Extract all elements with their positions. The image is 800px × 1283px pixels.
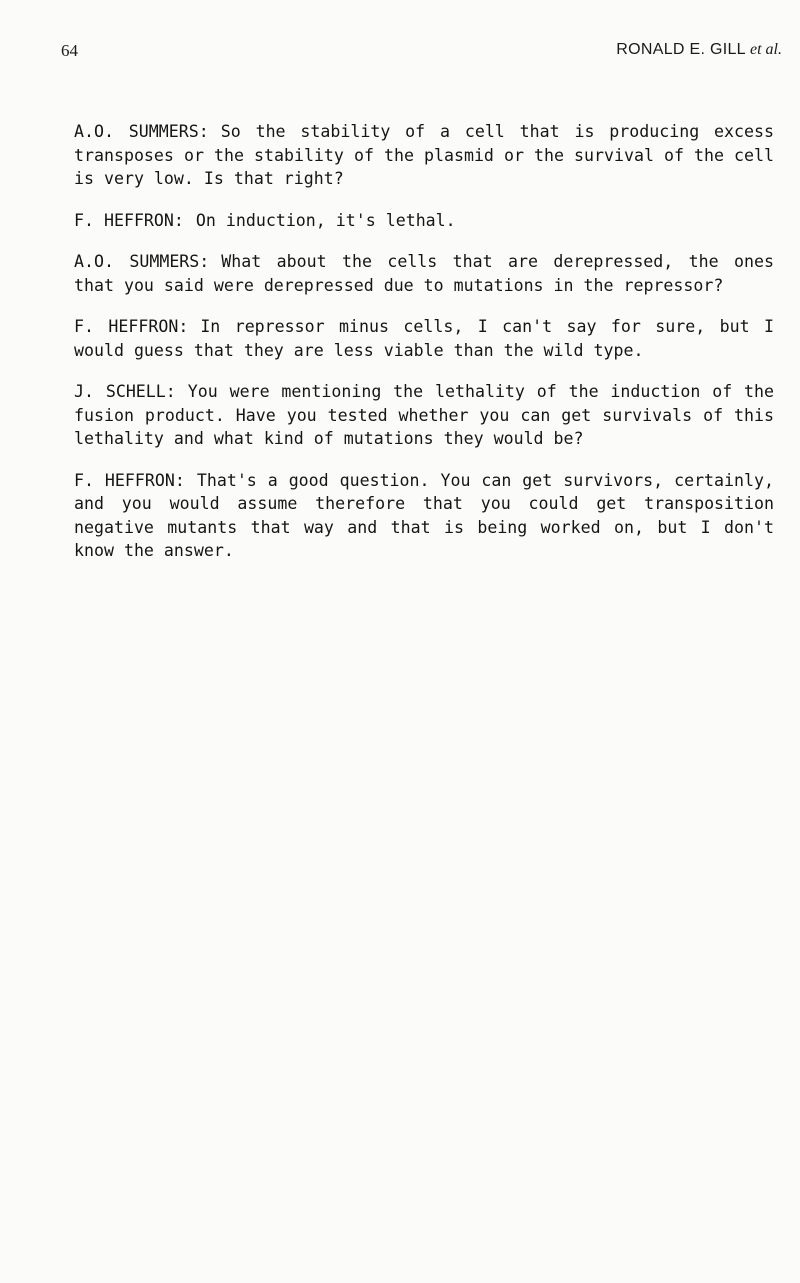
running-head [616,41,782,59]
running-head-author: RONALD E. GILL [616,41,746,58]
running-head-et-al: et al. [750,41,782,58]
exchange-2 [74,209,774,233]
speaker-name: A.O. SUMMERS: [74,252,210,271]
exchange-text: In repressor minus cells, I can't say for sure, but I would guess that they are less viable than the wild type. [74,317,774,360]
exchange-6 [74,469,774,563]
exchange-text: So the stability of a cell that is producing excess transposes or the stability of the plasmid or the survival of the cell is very low. Is that right? [74,122,775,188]
exchange-text: On induction, it's lethal. [195,210,456,230]
exchange-text: That's a good question. You can get survivors, certainly, and you would assume therefore that you could get transposition negative mutants that way and that is being worked on, but I don't know the answer. [74,470,774,560]
speaker-name: F. HEFFRON: [74,210,184,230]
exchange-3 [74,250,774,297]
discussion-transcript [74,120,774,563]
speaker-name: F. HEFFRON: [74,470,185,490]
speaker-name: F. HEFFRON: [74,317,189,336]
exchange-5 [74,380,774,451]
speaker-name: A.O. SUMMERS: [74,122,209,141]
exchange-4 [74,315,774,362]
exchange-text: You were mentioning the lethality of the induction of the fusion product. Have you tested whether you can get survivals of this lethality and what kind of mutations they would be? [74,382,775,448]
exchange-text: What about the cells that are derepressed, the ones that you said were derepressed due to mutations in the repressor? [74,252,774,295]
exchange-1 [74,120,774,191]
page-number: 64 [61,41,78,60]
speaker-name: J. SCHELL: [74,382,176,401]
